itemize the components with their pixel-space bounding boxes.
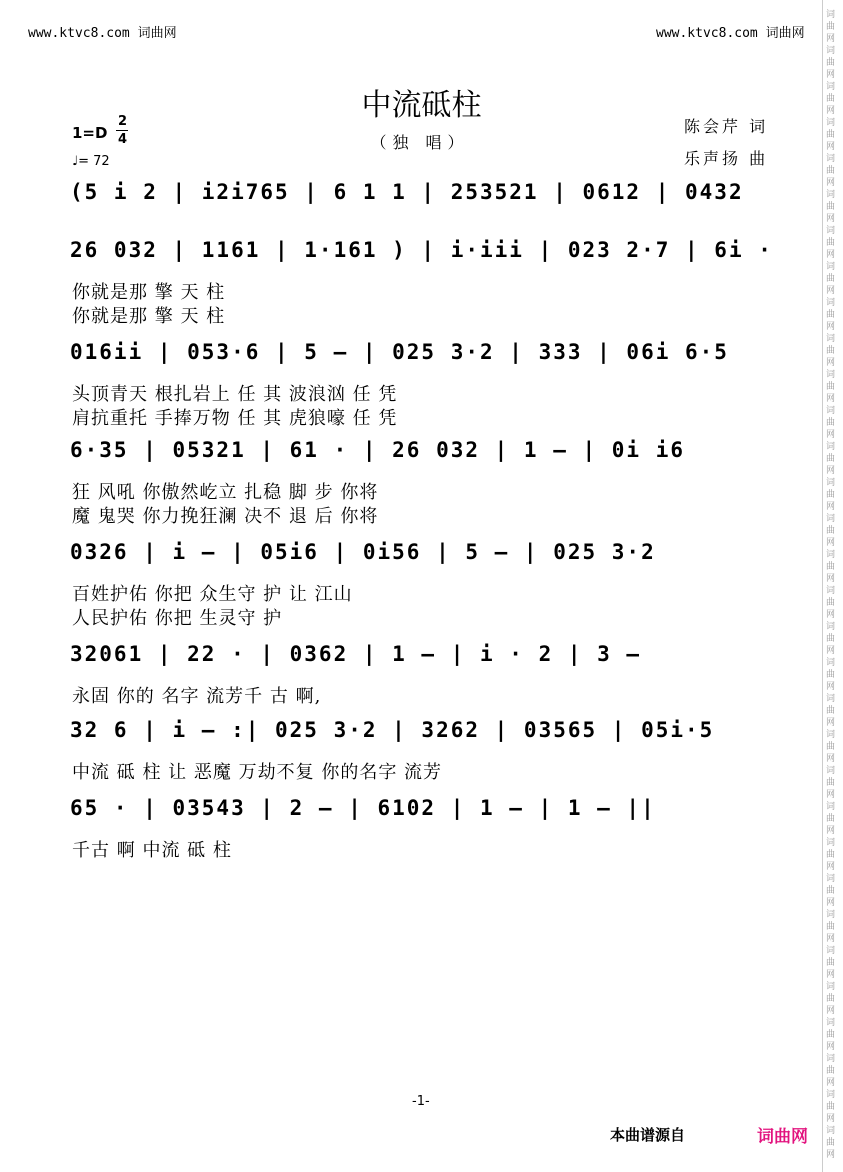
watermark-glyph: 词: [826, 154, 836, 164]
watermark-glyph: 网: [826, 502, 836, 512]
lyricist-credit: 陈会芹 词: [684, 117, 769, 136]
watermark-glyph: 曲: [826, 778, 836, 788]
watermark-glyph: 词: [826, 802, 836, 812]
watermark-glyph: 网: [826, 106, 836, 116]
watermark-glyph: 词: [826, 514, 836, 524]
lyric-verse-2: 人民护佑 你把 生灵守 护: [72, 608, 283, 629]
watermark-glyph: 词: [826, 658, 836, 668]
watermark-glyph: 网: [826, 466, 836, 476]
song-subtitle: （独 唱）: [370, 133, 470, 152]
watermark-glyph: 词: [826, 10, 836, 20]
watermark-glyph: 曲: [826, 418, 836, 428]
watermark-glyph: 词: [826, 1126, 836, 1136]
notation-row: 65 · | 03543 | 2 – | 6102 | 1 – | 1 – ||: [70, 796, 656, 820]
lyric-verse-1: 你就是那 擎 天 柱: [72, 282, 226, 303]
watermark-glyph: 词: [826, 82, 836, 92]
watermark-glyph: 曲: [826, 382, 836, 392]
watermark-glyph: 曲: [826, 58, 836, 68]
watermark-glyph: 词: [826, 874, 836, 884]
watermark-glyph: 曲: [826, 958, 836, 968]
watermark-glyph: 网: [826, 682, 836, 692]
notation-row: (5 i 2 | i2i765 | 6 1 1 | 253521 | 0612 | 0432: [70, 180, 744, 204]
watermark-glyph: 网: [826, 358, 836, 368]
watermark-glyph: 曲: [826, 310, 836, 320]
watermark-glyph: 曲: [826, 490, 836, 500]
tempo-mark: ♩= 72: [72, 154, 110, 169]
notation-row: 016ii | 053·6 | 5 – | 025 3·2 | 333 | 06i 6·5: [70, 340, 729, 364]
watermark-glyph: 词: [826, 910, 836, 920]
watermark-glyph: 词: [826, 838, 836, 848]
watermark-glyph: 词: [826, 766, 836, 776]
notation-row: 32 6 | i – :| 025 3·2 | 3262 | 03565 | 05i·5: [70, 718, 715, 742]
watermark-glyph: 网: [826, 1042, 836, 1052]
watermark-glyph: 词: [826, 550, 836, 560]
watermark-glyph: 词: [826, 622, 836, 632]
page-number: -1-: [412, 1094, 430, 1109]
watermark-glyph: 词: [826, 370, 836, 380]
watermark-glyph: 词: [826, 946, 836, 956]
lyric-verse-1: 百姓护佑 你把 众生守 护 让 江山: [72, 584, 353, 605]
lyric-verse-1: 头顶青天 根扎岩上 任 其 波浪汹 任 凭: [72, 384, 398, 405]
watermark-glyph: 网: [826, 1078, 836, 1088]
watermark-glyph: 曲: [826, 130, 836, 140]
watermark-glyph: 网: [826, 322, 836, 332]
composer-credit: 乐声扬 曲: [684, 149, 769, 168]
watermark-glyph: 网: [826, 610, 836, 620]
lyric-verse-2: 肩抗重托 手捧万物 任 其 虎狼嚎 任 凭: [72, 408, 398, 429]
lyric-verse-1: 千古 啊 中流 砥 柱: [72, 840, 232, 861]
watermark-glyph: 网: [826, 754, 836, 764]
lyric-verse-2: 魔 鬼哭 你力挽狂澜 决不 退 后 你将: [72, 506, 379, 527]
notation-row: 26 032 | 1161 | 1·161 ) | i·iii | 023 2·7 | 6i ·: [70, 238, 773, 262]
watermark-sidebar: [822, 0, 843, 1172]
watermark-glyph: 网: [826, 826, 836, 836]
watermark-glyph: 词: [826, 1054, 836, 1064]
watermark-glyph: 网: [826, 70, 836, 80]
brand-logo: 词曲网: [757, 1127, 808, 1147]
watermark-glyph: 曲: [826, 742, 836, 752]
lyric-verse-2: 你就是那 擎 天 柱: [72, 306, 226, 327]
watermark-glyph: 网: [826, 286, 836, 296]
time-sig-bottom: 4: [118, 132, 128, 147]
site-url-left: www.ktvc8.com 词曲网: [28, 26, 177, 41]
lyric-verse-1: 永固 你的 名字 流芳千 古 啊,: [72, 686, 322, 707]
watermark-glyph: 词: [826, 262, 836, 272]
watermark-glyph: 曲: [826, 598, 836, 608]
watermark-glyph: 网: [826, 394, 836, 404]
watermark-glyph: 网: [826, 1150, 836, 1160]
watermark-glyph: 网: [826, 718, 836, 728]
watermark-glyph: 网: [826, 142, 836, 152]
watermark-glyph: 曲: [826, 1102, 836, 1112]
watermark-glyph: 曲: [826, 1030, 836, 1040]
watermark-glyph: 网: [826, 970, 836, 980]
watermark-glyph: 网: [826, 178, 836, 188]
watermark-glyph: 网: [826, 430, 836, 440]
watermark-glyph: 曲: [826, 706, 836, 716]
watermark-glyph: 网: [826, 898, 836, 908]
watermark-glyph: 曲: [826, 202, 836, 212]
source-label: 本曲谱源自: [610, 1126, 686, 1144]
watermark-glyph: 词: [826, 190, 836, 200]
watermark-glyph: 曲: [826, 670, 836, 680]
watermark-glyph: 曲: [826, 238, 836, 248]
watermark-glyph: 曲: [826, 850, 836, 860]
watermark-glyph: 曲: [826, 94, 836, 104]
watermark-glyph: 网: [826, 34, 836, 44]
key-signature: 1=D: [72, 124, 108, 142]
watermark-glyph: 词: [826, 1018, 836, 1028]
watermark-glyph: 网: [826, 934, 836, 944]
notation-row: 32061 | 22 · | 0362 | 1 – | i · 2 | 3 –: [70, 642, 642, 666]
watermark-glyph: 曲: [826, 1138, 836, 1148]
watermark-glyph: 网: [826, 574, 836, 584]
watermark-glyph: 曲: [826, 886, 836, 896]
watermark-glyph: 网: [826, 214, 836, 224]
watermark-glyph: 网: [826, 646, 836, 656]
site-url-right: www.ktvc8.com 词曲网: [656, 26, 805, 41]
lyric-verse-1: 中流 砥 柱 让 恶魔 万劫不复 你的名字 流芳: [72, 762, 443, 783]
watermark-glyph: 词: [826, 478, 836, 488]
watermark-glyph: 曲: [826, 22, 836, 32]
watermark-glyph: 词: [826, 1090, 836, 1100]
watermark-glyph: 词: [826, 226, 836, 236]
watermark-glyph: 网: [826, 1114, 836, 1124]
time-sig-top: 2: [118, 114, 128, 129]
watermark-glyph: 网: [826, 790, 836, 800]
watermark-glyph: 曲: [826, 994, 836, 1004]
watermark-glyph: 词: [826, 982, 836, 992]
watermark-glyph: 词: [826, 298, 836, 308]
watermark-glyph: 网: [826, 250, 836, 260]
notation-row: 0326 | i – | 05i6 | 0i56 | 5 – | 025 3·2: [70, 540, 656, 564]
watermark-glyph: 曲: [826, 454, 836, 464]
watermark-glyph: 词: [826, 46, 836, 56]
watermark-glyph: 网: [826, 862, 836, 872]
watermark-glyph: 曲: [826, 526, 836, 536]
watermark-glyph: 曲: [826, 274, 836, 284]
watermark-glyph: 词: [826, 730, 836, 740]
watermark-glyph: 网: [826, 538, 836, 548]
watermark-glyph: 曲: [826, 922, 836, 932]
watermark-glyph: 曲: [826, 166, 836, 176]
watermark-glyph: 曲: [826, 814, 836, 824]
watermark-glyph: 网: [826, 1006, 836, 1016]
lyric-verse-1: 狂 风吼 你傲然屹立 扎稳 脚 步 你将: [72, 482, 379, 503]
song-title: 中流砥柱: [361, 88, 482, 123]
time-sig-line: [116, 130, 128, 131]
watermark-glyph: 词: [826, 442, 836, 452]
watermark-glyph: 曲: [826, 634, 836, 644]
watermark-glyph: 曲: [826, 1066, 836, 1076]
watermark-glyph: 曲: [826, 562, 836, 572]
watermark-glyph: 词: [826, 118, 836, 128]
watermark-glyph: 词: [826, 406, 836, 416]
watermark-glyph: 词: [826, 334, 836, 344]
watermark-glyph: 词: [826, 586, 836, 596]
notation-row: 6·35 | 05321 | 61 · | 26 032 | 1 – | 0i i6: [70, 438, 686, 462]
watermark-glyph: 曲: [826, 346, 836, 356]
watermark-glyph: 词: [826, 694, 836, 704]
